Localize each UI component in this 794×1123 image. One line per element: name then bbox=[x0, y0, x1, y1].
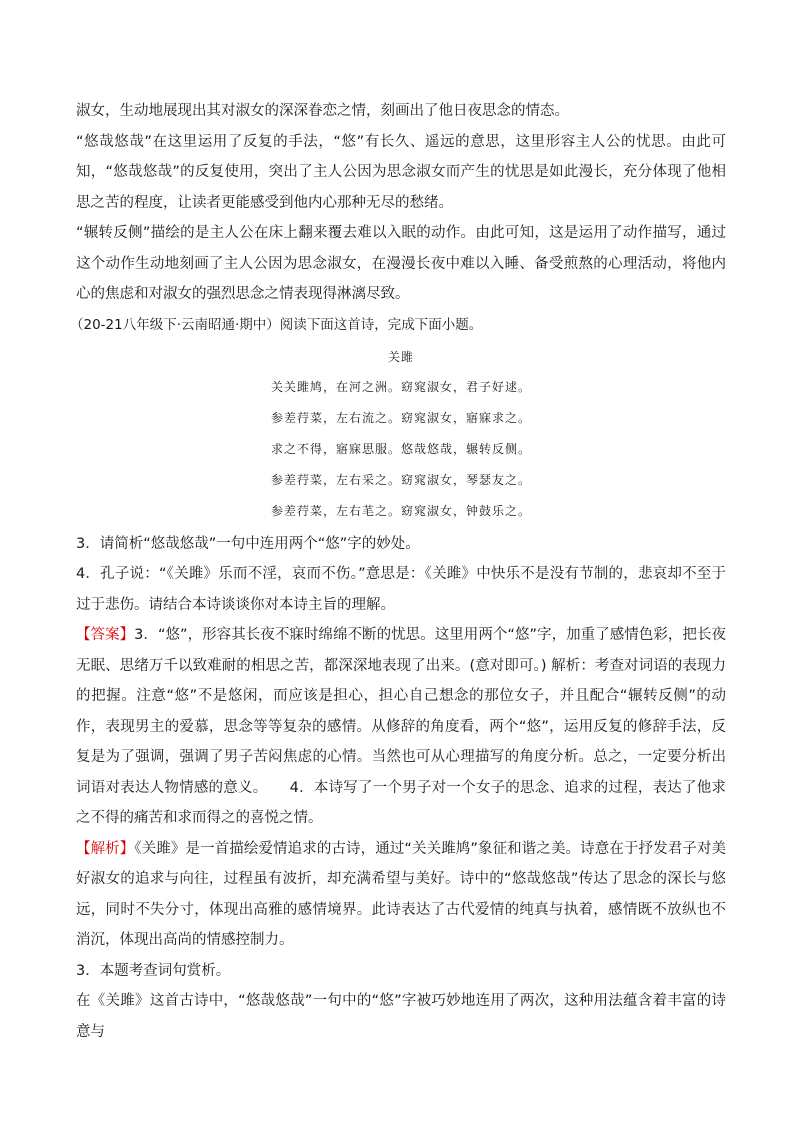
analysis-paragraph-3: “辗转反侧”描绘的是主人公在床上翻来覆去难以入眠的动作。由此可知，这是运用了动作描写，通过这个动作生动地刻画了主人公因为思念淑女，在漫漫长夜中难以入睡、备受煎熬的心理活动，将他内心的焦虑和对淑女的强烈思念之情表现得淋漓尽致。 bbox=[76, 225, 726, 302]
poem-title: 关雎 bbox=[387, 349, 414, 364]
document-content bbox=[70, 96, 726, 1047]
question-4: 4．孔子说：“《关雎》乐而不淫，哀而不伤。”意思是：《关雎》中快乐不是没有节制的，悲哀却不至于过于悲伤。请结合本诗谈谈你对本诗主旨的理解。 bbox=[76, 566, 726, 613]
analysis-paragraph-2: “悠哉悠哉”在这里运用了反复的手法，“悠”有长久、遥远的意思，这里形容主人公的忧思。由此可知，“悠哉悠哉”的反复使用，突出了主人公因为思念淑女而产生的忧思是如此漫长，充分体现了他相思之苦的程度，让读者更能感受到他内心那种无尽的愁绪。 bbox=[76, 133, 726, 211]
poem-block bbox=[76, 342, 726, 527]
answer-tag: 【答案】 bbox=[76, 627, 135, 643]
poem-line: 参差荇菜，左右采之。窈窕淑女，琴瑟友之。 bbox=[270, 472, 531, 487]
analysis-paragraph-1: 淑女，生动地展现出其对淑女的深深眷恋之情，刻画出了他日夜思念的情态。 bbox=[76, 103, 569, 119]
tail-line-2: 在《关雎》这首古诗中，“悠哉悠哉”一句中的“悠”字被巧妙地连用了两次，这种用法蕴含着丰富的诗意与 bbox=[76, 993, 726, 1040]
answer-block bbox=[76, 620, 726, 834]
question-source-line: （20-21八年级下·云南昭通·期中）阅读下面这首诗，完成下面小题。 bbox=[70, 316, 483, 333]
analysis-tag: 【解析】 bbox=[76, 840, 135, 857]
answer-text: 3．“悠”，形容其长夜不寐时绵绵不断的忧思。这里用两个“悠”字，加重了感情色彩，把长夜无眠、思绪万千以致难耐的相思之苦，都深深地表现了出来。(意对即可。) 解析：考查对词语的表现力的把握。注意“悠”不是悠闲，而应该是担心，担心自己想念的那位女子，并且配合“辗转反侧”的动作，表现男主的爱慕，思念等等复杂的感情。从修辞的角度看，两个“悠”，运用反复的修辞手法，反复是为了强调，强调了男子苦闷焦虑的心情。当然也可从心理描写的角度分析。总之，一定要分析出词语对表达人物情感的意义。 4．本诗写了一个男子对一个女子的思念、追求的过程，表达了他求之不得的痛苦和求而得之的喜悦之情。 bbox=[76, 627, 726, 826]
poem-line: 关关雎鸠，在河之洲。窈窕淑女，君子好逑。 bbox=[270, 379, 531, 394]
question-3: 3．请简析“悠哉悠哉”一句中连用两个“悠”字的妙处。 bbox=[76, 535, 420, 552]
analysis-text: 《关雎》是一首描绘爱情追求的古诗，通过“关关雎鸠”象征和谐之美。诗意在于抒发君子对美好淑女的追求与向往，过程虽有波折，却充满希望与美好。诗中的“悠哉悠哉”传达了思念的深长与悠远，同时不失分寸，体现出高雅的感情境界。此诗表达了古代爱情的纯真与执着，感情既不放纵也不消沉，体现出高尚的情感控制力。 bbox=[76, 840, 726, 948]
tail-line-1: 3．本题考查词句赏析。 bbox=[76, 962, 231, 979]
analysis-block bbox=[76, 834, 726, 956]
poem-line: 参差荇菜，左右芼之。窈窕淑女，钟鼓乐之。 bbox=[270, 503, 531, 518]
poem-line: 参差荇菜，左右流之。窈窕淑女，寤寐求之。 bbox=[270, 410, 531, 425]
poem-line: 求之不得，寤寐思服。悠哉悠哉，辗转反侧。 bbox=[270, 441, 531, 456]
